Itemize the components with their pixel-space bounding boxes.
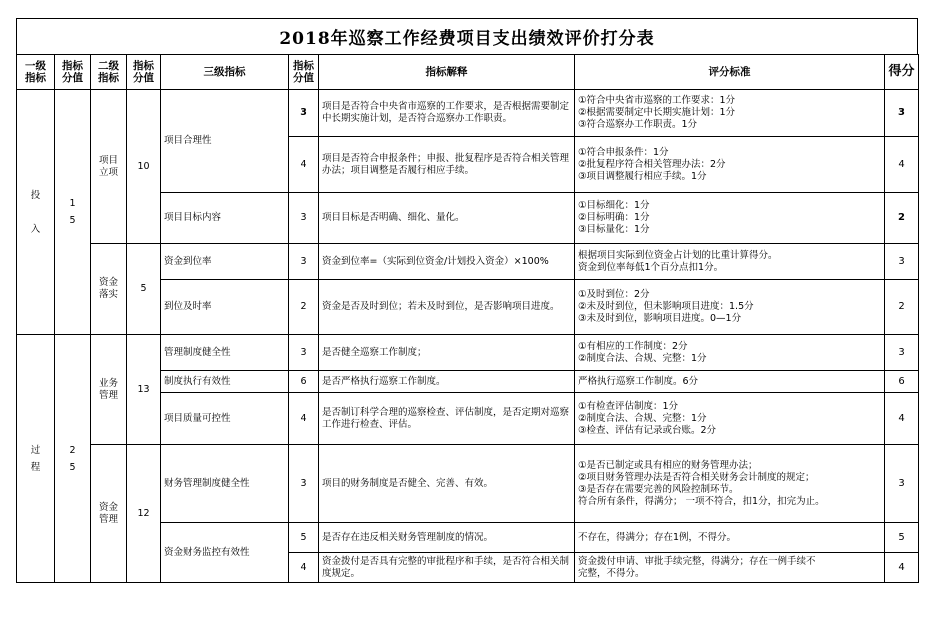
standard-line: ①有相应的工作制度：2分: [578, 340, 688, 352]
header-level3: 三级指标: [161, 55, 289, 90]
standard-line: ①目标细化：1分: [578, 200, 650, 211]
score-cell: 6: [885, 371, 919, 393]
header-score: 得分: [885, 55, 919, 90]
header-explain: 指标解释: [319, 55, 575, 90]
standard-line: ②目标明确：1分: [578, 212, 650, 223]
standard-line: ②制度合法、合规、完整：1分: [578, 412, 707, 424]
standard-cell: [575, 553, 885, 583]
standard-line: ①及时到位：2分: [578, 289, 650, 300]
standard-line: ③项目调整履行相应手续。1分: [578, 170, 707, 182]
score-cell: 4: [885, 137, 919, 193]
explain-cell: 项目是否符合中央省市巡察的工作要求，是否根据需要制定中长期实施计划，是否符合巡察办工作职责。: [319, 90, 575, 137]
standard-line: ③检查、评估有记录或台账。2分: [578, 424, 717, 436]
standard-cell: [575, 244, 885, 280]
standard-cell: [575, 335, 885, 371]
header-standard: 评分标准: [575, 55, 885, 90]
standard-cell: [575, 393, 885, 445]
l3-name: 管理制度健全性: [161, 335, 289, 371]
l3-weight: 3: [289, 244, 319, 280]
group-input-name: 投 入: [17, 90, 55, 335]
explain-cell: 项目的财务制度是否健全、完善、有效。: [319, 445, 575, 523]
standard-cell: [575, 137, 885, 193]
table-row: [17, 445, 919, 523]
standard-line: ①有检查评估制度：1分: [578, 400, 679, 412]
explain-cell: 资金是否及时到位；若未及时到位，是否影响项目进度。: [319, 280, 575, 335]
table-row: [17, 90, 919, 137]
standard-line: ①是否已制定或具有相应的财务管理办法；: [578, 459, 758, 471]
sub-yewu-weight: 13: [127, 335, 161, 445]
l3-weight: 6: [289, 371, 319, 393]
l3-name: 到位及时率: [161, 280, 289, 335]
score-cell: 5: [885, 523, 919, 553]
score-cell: 3: [885, 90, 919, 137]
standard-line: 符合所有条件，得满分； 一项不符合，扣1分，扣完为止。: [578, 495, 825, 507]
header-level1: 一级 指标: [17, 55, 55, 90]
l3-name: 资金财务监控有效性: [161, 523, 289, 583]
header-level2: 二级 指标: [91, 55, 127, 90]
sub-lixiang-weight: 10: [127, 90, 161, 244]
l3-name: 项目质量可控性: [161, 393, 289, 445]
explain-cell: 是否制订科学合理的巡察检查、评估制度，是否定期对巡察工作进行检查、评估。: [319, 393, 575, 445]
l3-name: 制度执行有效性: [161, 371, 289, 393]
score-cell: 3: [885, 335, 919, 371]
standard-line: ③是否存在需要完善的风险控制环节。: [578, 483, 739, 495]
l3-weight: 2: [289, 280, 319, 335]
standard-cell: [575, 523, 885, 553]
standard-cell: [575, 445, 885, 523]
header-weight2: 指标 分值: [127, 55, 161, 90]
explain-cell: 资金拨付是否具有完整的审批程序和手续，是否符合相关制度规定。: [319, 553, 575, 583]
group-process-name: 过 程: [17, 335, 55, 583]
score-cell: 4: [885, 393, 919, 445]
standard-line: 严格执行巡察工作制度。6分: [578, 375, 699, 387]
sub-caiwu-weight: 12: [127, 445, 161, 583]
standard-cell: [575, 193, 885, 244]
standard-cell: [575, 280, 885, 335]
standard-line: 完整，不得分。: [578, 567, 645, 579]
explain-cell: 项目是否符合申报条件；申报、批复程序是否符合相关管理办法；项目调整是否履行相应手续。: [319, 137, 575, 193]
table-row: [17, 335, 919, 371]
l3-name: 财务管理制度健全性: [161, 445, 289, 523]
l3-weight: 5: [289, 523, 319, 553]
sub-caiwu-name: 资金 管理: [91, 445, 127, 583]
standard-line: 根据项目实际到位资金占计划的比重计算得分。: [578, 249, 778, 261]
score-cell: 2: [885, 280, 919, 335]
group-input-weight: 1 5: [55, 90, 91, 335]
explain-cell: 是否严格执行巡察工作制度。: [319, 371, 575, 393]
l3-name: 项目合理性: [161, 90, 289, 193]
l3-name: 资金到位率: [161, 244, 289, 280]
sub-yewu-name: 业务 管理: [91, 335, 127, 445]
standard-line: ③未及时到位，影响项目进度。0—1分: [578, 313, 742, 324]
standard-line: ②项目财务管理办法是否符合相关财务会计制度的规定；: [578, 471, 815, 483]
l3-weight: 3: [289, 335, 319, 371]
sub-zijin-weight: 5: [127, 244, 161, 335]
standard-line: ①符合中央省市巡察的工作要求：1分: [578, 95, 736, 106]
header-weight1: 指标 分值: [55, 55, 91, 90]
score-cell: 3: [885, 244, 919, 280]
explain-cell: 是否存在违反相关财务管理制度的情况。: [319, 523, 575, 553]
standard-line: ③符合巡察办工作职责。1分: [578, 119, 698, 130]
explain-cell: 是否健全巡察工作制度；: [319, 335, 575, 371]
l3-weight: 3: [289, 193, 319, 244]
l3-weight: 4: [289, 393, 319, 445]
standard-line: 资金到位率每低1个百分点扣1分。: [578, 261, 724, 273]
title-row: [16, 18, 918, 54]
l3-name: 项目目标内容: [161, 193, 289, 244]
sub-lixiang-name: 项目 立项: [91, 90, 127, 244]
standard-line: 不存在，得满分；存在1例，不得分。: [578, 531, 737, 543]
l3-weight: 3: [289, 445, 319, 523]
score-cell: 4: [885, 553, 919, 583]
standard-line: 资金拨付申请、审批手续完整，得满分；存在一例手续不: [578, 555, 816, 567]
standard-cell: [575, 371, 885, 393]
header-row: [17, 55, 919, 90]
explain-cell: 项目目标是否明确、细化、量化。: [319, 193, 575, 244]
score-cell: 3: [885, 445, 919, 523]
l3-weight: 3: [289, 90, 319, 137]
standard-line: ②未及时到位，但未影响项目进度：1.5分: [578, 301, 754, 312]
score-table: [16, 54, 919, 583]
score-sheet: [16, 18, 918, 583]
explain-cell: 资金到位率=（实际到位资金/计划投入资金）×100%: [319, 244, 575, 280]
score-cell: 2: [885, 193, 919, 244]
standard-line: ①符合申报条件：1分: [578, 146, 669, 158]
standard-cell: [575, 90, 885, 137]
table-row: [17, 244, 919, 280]
header-weight3: 指标 分值: [289, 55, 319, 90]
group-process-weight: 2 5: [55, 335, 91, 583]
standard-line: ③目标量化：1分: [578, 224, 650, 235]
standard-line: ②根据需要制定中长期实施计划：1分: [578, 107, 736, 118]
l3-weight: 4: [289, 137, 319, 193]
sub-zijin-name: 资金 落实: [91, 244, 127, 335]
standard-line: ②批复程序符合相关管理办法：2分: [578, 158, 726, 170]
sheet-title: 2018年巡察工作经费项目支出绩效评价打分表: [279, 29, 655, 49]
l3-weight: 4: [289, 553, 319, 583]
standard-line: ②制度合法、合规、完整：1分: [578, 352, 707, 364]
